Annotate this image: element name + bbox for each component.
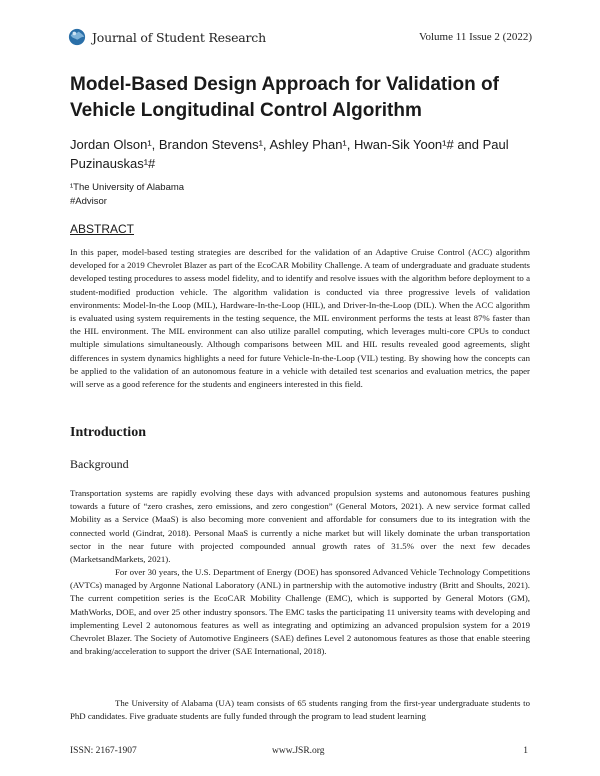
journal-logo <box>68 28 266 46</box>
footer-url: www.JSR.org <box>272 746 325 756</box>
abstract-text: In this paper, model-based testing strategies are described for the validation of an Adaptive Cruise Control (ACC) algorithm developed for a 2019 Chevrolet Blazer as part of the EcoCAR Mobility Challenge. A team of undergraduate and graduate students developed testing procedures to assess model fidelity, and to identify and resolve issues with the algorithm before deployment to a student-modified production vehicle. The algorithm validation is conducted via three progressive levels of validation environments: Model-In-the Loop (MIL), Hardware-In-the-Loop (HIL), and Driver-In-the-Loop (DIL). When the ACC algorithm is evaluated using system requirements in the testing sequence, the MIL environment performs the tests at least 87% faster than the HIL environment. The MIL environment can also utilize parallel computing, which leverages multi-core CPUs to conduct multiple simulations simultaneously. Although comparisons between MIL and HIL results revealed good agreements, slight differences in system dynamics highlights a need for future Vehicle-In-the-Loop (VIL) testing. By showing how the concepts can be applied to the validation of an autonomous feature in a vehicle with detailed test scenarios and evaluation metrics, the paper will serve as a good reference for the students and engineers interested in this field. <box>70 247 530 390</box>
introduction-heading: Introduction <box>70 425 146 440</box>
globe-icon <box>68 28 86 46</box>
footer-issn: ISSN: 2167-1907 <box>70 746 137 756</box>
paper-title: Model-Based Design Approach for Validation of Vehicle Longitudinal Control Algorithm <box>70 74 499 121</box>
page-number: 1 <box>523 746 528 756</box>
affiliation-university: ¹The University of Alabama <box>70 182 185 193</box>
author-list: Jordan Olson¹, Brandon Stevens¹, Ashley Phan¹, Hwan-Sik Yoon¹# and Paul Puzinauskas¹# <box>70 137 509 171</box>
intro-paragraph: The University of Alabama (UA) team consists of 65 students ranging from the first-year undergraduate students to PhD candidates. Five graduate students are fully funded through the program to lead student learning <box>70 698 530 722</box>
background-subheading: Background <box>70 457 129 471</box>
intro-paragraph: Transportation systems are rapidly evolving these days with advanced propulsion systems and autonomous features pushing towards a future of “zero crashes, zero emissions, and zero congestion” (General Motors, 2021). A new service format called Mobility as a Service (MaaS) is also becoming more convenient and affordable for consumers due to its integration with the connected world (Gindrat, 2018). Personal MaaS is currently a niche market but will likely dominate the urban transportation sector in the near future with projected compounded annual growth rates of 31.5% over the next few decades (MarketsandMarkets, 2021). <box>70 488 530 565</box>
journal-name: Journal of Student Research <box>92 29 266 45</box>
intro-paragraph: For over 30 years, the U.S. Department of Energy (DOE) has sponsored Advanced Vehicle Technology Competitions (AVTCs) managed by Argonne National Laboratory (ANL) in partnership with the automotive industry (Britt and Shoults, 2021). The current competition series is the EcoCAR Mobility Challenge (EMC), which is supported by General Motors (GM), MathWorks, DOE, and over 25 other industry sponsors. The EMC tasks the participating 11 university teams with developing and implementing Level 2 autonomous features as well as integrating and optimizing an advanced propulsion system for a 2019 Chevrolet Blazer. The Society of Automotive Engineers (SAE) defines Level 2 autonomous features as those that enable steering and braking/acceleration to support the driver (SAE International, 2018). <box>70 567 530 657</box>
volume-issue: Volume 11 Issue 2 (2022) <box>418 31 532 43</box>
abstract-heading: ABSTRACT <box>70 222 135 236</box>
affiliation-advisor: #Advisor <box>70 196 107 207</box>
